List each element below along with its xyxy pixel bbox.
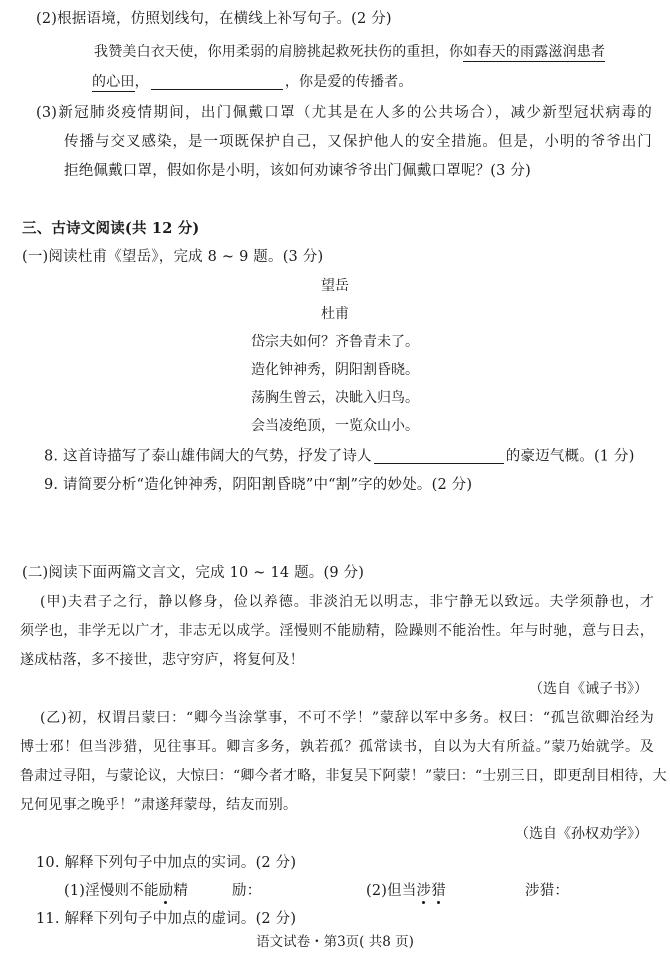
jia-line3: 遂成枯落，多不接世，悲守穷庐，将复何及！ [20, 652, 304, 668]
yi-source: （选自《孙权劝学》） [515, 826, 648, 842]
q10-item1-dotted-char: 励 [158, 883, 174, 899]
poem-author: 杜甫 [321, 306, 349, 322]
yi-line1: (乙)初，权谓吕蒙曰：“卿今当涂掌事，不可不学！”蒙辞以军中多务。权曰：“孤岂欲卿治经为 [40, 710, 654, 726]
q10-item2 [366, 884, 446, 899]
q8-text-pre: 8. 这首诗描写了泰山雄伟阔大的气势，抒发了诗人 [44, 448, 372, 465]
q10-item2-pre: (2)但当 [366, 883, 417, 899]
jia-line2: 须学也，非学无以广才，非志无以成学。淫慢则不能励精，险躁则不能治性。年与时驰，意与日去， [20, 623, 654, 639]
section3-part1-title: (一)阅读杜甫《望岳》，完成 8 ~ 9 题。(3 分) [22, 249, 324, 265]
q10-item1-pre: (1)淫慢则不能 [64, 883, 159, 899]
q2-underlined-sentence-a: 如春天的雨露滋润患者 [463, 44, 606, 60]
q10-item1 [64, 884, 188, 899]
q2-underlined-sentence-b: 的心田 [92, 74, 135, 90]
page-footer: 语文试卷・第3页( 共8 页) [256, 934, 414, 950]
poem-line-4: 会当凌绝顶，一览众山小。 [251, 418, 419, 434]
yi-line4: 兄何见事之晚乎！”肃遂拜蒙母，结友而别。 [20, 797, 298, 813]
q2-heading: (2)根据语境，仿照划线句，在横线上补写句子。(2 分) [36, 11, 392, 27]
q8-answer-blank[interactable] [374, 449, 504, 464]
part2-title: (二)阅读下面两篇文言文，完成 10 ~ 14 题。(9 分) [22, 565, 365, 581]
poem-line-2: 造化钟神秀，阴阳割昏晓。 [251, 362, 419, 378]
q2-line1-text: 我赞美白衣天使，你用柔弱的肩膀挑起救死扶伤的重担，你 [94, 44, 464, 60]
q10-item1-answer-label: 励： [232, 883, 262, 899]
q9: 9. 请简要分析“造化钟神秀，阴阳割昏晓”中“割”字的妙处。(2 分) [44, 477, 473, 493]
q8 [44, 449, 635, 464]
q11-heading: 11. 解释下列句子中加点的虚词。(2 分) [36, 911, 297, 927]
section3-title: 三、古诗文阅读(共 12 分) [22, 220, 200, 237]
q8-text-post: 的豪迈气概。(1 分) [505, 448, 635, 465]
q10-heading: 10. 解释下列句子中加点的实词。(2 分) [36, 855, 297, 871]
q2-line1 [94, 45, 605, 59]
q10-item2-dotted-char-2: 猎 [431, 883, 446, 899]
q2-line2 [92, 75, 413, 90]
poem-title: 望岳 [321, 278, 349, 294]
q2-answer-blank[interactable] [151, 75, 283, 90]
q3-line1: (3)新冠肺炎疫情期间，出门佩戴口罩（尤其是在人多的公共场合），减少新型冠状病毒的 [36, 105, 652, 121]
poem-line-3: 荡胸生曾云，决眦入归鸟。 [251, 390, 419, 406]
jia-source: （选自《诫子书》） [529, 681, 648, 697]
q10-item2-answer-label: 涉猎： [525, 883, 570, 899]
q2-comma: ， [134, 74, 149, 90]
poem-line-1: 岱宗夫如何？齐鲁青未了。 [251, 334, 419, 350]
q3-line3: 拒绝佩戴口罩，假如你是小明，该如何劝谏爷爷出门佩戴口罩呢？(3 分) [64, 163, 531, 179]
q3-line2: 传播与交叉感染，是一项既保护自己，又保护他人的安全措施。但是，小明的爷爷出门 [64, 134, 652, 150]
q10-item2-dotted-char-1: 涉 [416, 883, 432, 899]
yi-line3: 鲁肃过寻阳，与蒙论议，大惊曰：“卿今者才略，非复吴下阿蒙！”蒙曰：“士别三日，即更刮目相待，大 [20, 768, 667, 784]
jia-line1: (甲)夫君子之行，静以修身，俭以养德。非淡泊无以明志，非宁静无以致远。夫学须静也，才 [40, 594, 654, 610]
q2-line2-text: ，你是爱的传播者。 [284, 74, 413, 90]
q10-item1-post: 精 [173, 883, 189, 899]
yi-line2: 博士邪！但当涉猎，见往事耳。卿言多务，孰若孤？孤常读书，自以为大有所益。”蒙乃始就学。及 [20, 739, 654, 755]
